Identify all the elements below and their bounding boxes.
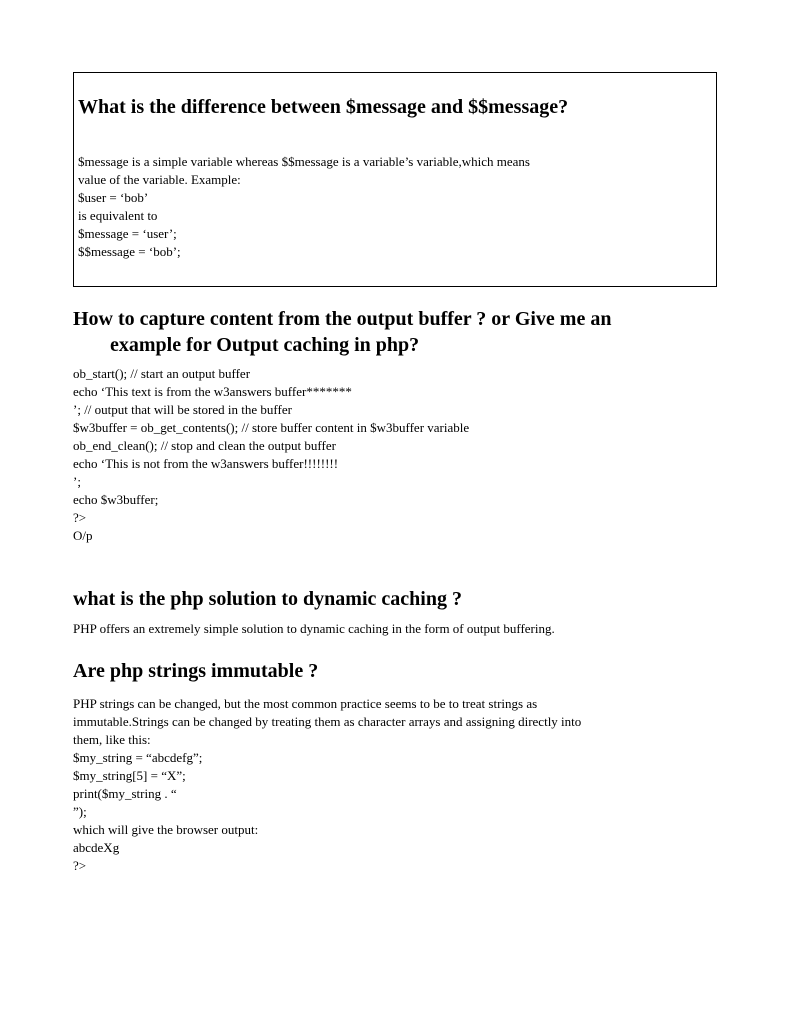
section-heading-message-difference: What is the difference between $message and $$message?	[78, 96, 569, 118]
code-line: echo $w3buffer;	[73, 492, 159, 507]
code-line: ’;	[73, 474, 81, 489]
section-heading-output-buffer	[73, 306, 611, 358]
code-line: ”);	[73, 804, 87, 819]
section-body-dynamic-caching	[73, 620, 555, 638]
code-line: echo ‘This is not from the w3answers buffer!!!!!!!!	[73, 456, 339, 471]
body-line: is equivalent to	[78, 208, 158, 223]
section-body-output-buffer	[73, 365, 469, 545]
heading-line: example for Output caching in php?	[110, 334, 420, 356]
code-line: $my_string = “abcdefg”;	[73, 750, 203, 765]
code-line: $w3buffer = ob_get_contents(); // store buffer content in $w3buffer variable	[73, 420, 470, 435]
body-line: $message = ‘user’;	[78, 226, 177, 241]
body-line: them, like this:	[73, 732, 151, 747]
code-line: ?>	[73, 858, 87, 873]
section-heading-strings-immutable: Are php strings immutable ?	[73, 660, 319, 682]
code-line: ob_end_clean(); // stop and clean the output buffer	[73, 438, 336, 453]
body-line: $$message = ‘bob’;	[78, 244, 181, 259]
code-line: O/p	[73, 528, 93, 543]
body-line: $message is a simple variable whereas $$message is a variable’s variable,which means	[78, 154, 530, 169]
heading-line: How to capture content from the output buffer ? or Give me an	[73, 308, 612, 330]
code-line: ?>	[73, 510, 87, 525]
code-line: abcdeXg	[73, 840, 120, 855]
body-line: PHP strings can be changed, but the most common practice seems to be to treat strings as	[73, 696, 538, 711]
code-line: print($my_string . “	[73, 786, 177, 801]
body-line: immutable.Strings can be changed by treating them as character arrays and assigning directly into	[73, 714, 582, 729]
code-line: echo ‘This text is from the w3answers buffer*******	[73, 384, 352, 399]
code-line: ’; // output that will be stored in the buffer	[73, 402, 292, 417]
section-body-strings-immutable	[73, 695, 581, 875]
code-line: $my_string[5] = “X”;	[73, 768, 186, 783]
body-line: value of the variable. Example:	[78, 172, 241, 187]
body-line: which will give the browser output:	[73, 822, 259, 837]
body-line: PHP offers an extremely simple solution to dynamic caching in the form of output buffering.	[73, 621, 555, 636]
section-heading-dynamic-caching: what is the php solution to dynamic caching ?	[73, 588, 462, 610]
code-line: ob_start(); // start an output buffer	[73, 366, 251, 381]
body-line: $user = ‘bob’	[78, 190, 149, 205]
section-body-message-difference	[78, 153, 530, 261]
answer-box	[73, 72, 717, 287]
